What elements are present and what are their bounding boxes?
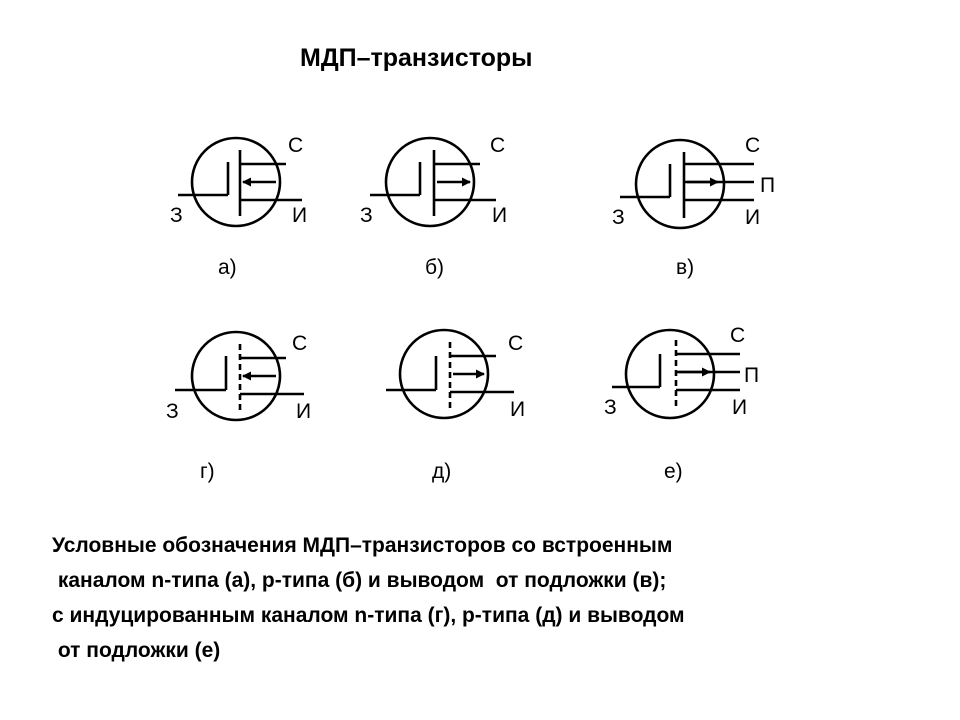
source-label-d: И [510,398,526,421]
substrate-label-e: П [744,364,760,387]
source-label-a: И [292,204,308,227]
caption-label-g: г) [200,460,215,483]
symbol-outline-circle [636,140,724,228]
transistor-symbol-e [612,330,740,418]
drain-label-b: С [490,134,506,157]
drain-label-v: С [745,134,761,157]
gate-label-g: З [166,400,179,423]
source-label-v: И [745,206,761,229]
caption-label-a: а) [218,256,237,279]
symbol-outline-circle [626,330,714,418]
gate-label-b: З [360,204,373,227]
source-label-e: И [732,396,748,419]
description-line-3: с индуцированным каналом n-типа (г), р-типа (д) и выводом [52,604,685,627]
description-line-2: каналом n-типа (а), р-типа (б) и выводом от подложки (в); [52,569,667,592]
source-label-g: И [296,400,312,423]
gate-label-a: З [170,204,183,227]
drain-label-a: С [288,134,304,157]
drain-label-g: С [292,332,308,355]
gate-label-e: З [604,396,617,419]
transistor-symbol-v [620,140,754,228]
page-title: МДП–транзисторы [300,44,533,72]
caption-label-v: в) [676,256,695,279]
description-line-4: от подложки (е) [52,639,221,662]
gate-label-v: З [612,206,625,229]
caption-label-d: д) [432,460,452,483]
caption-label-e: е) [664,460,683,483]
substrate-label-v: П [760,174,776,197]
drain-label-d: С [508,332,524,355]
transistor-symbol-d [386,330,514,418]
transistor-symbol-a [178,138,302,226]
description-text [52,528,685,668]
transistor-symbol-g [175,332,304,420]
drain-label-e: С [730,324,746,347]
caption-label-b: б) [425,256,445,279]
transistor-symbol-b [370,138,496,226]
description-line-1: Условные обозначения МДП–транзисторов со встроенным [52,534,673,557]
source-label-b: И [492,204,508,227]
